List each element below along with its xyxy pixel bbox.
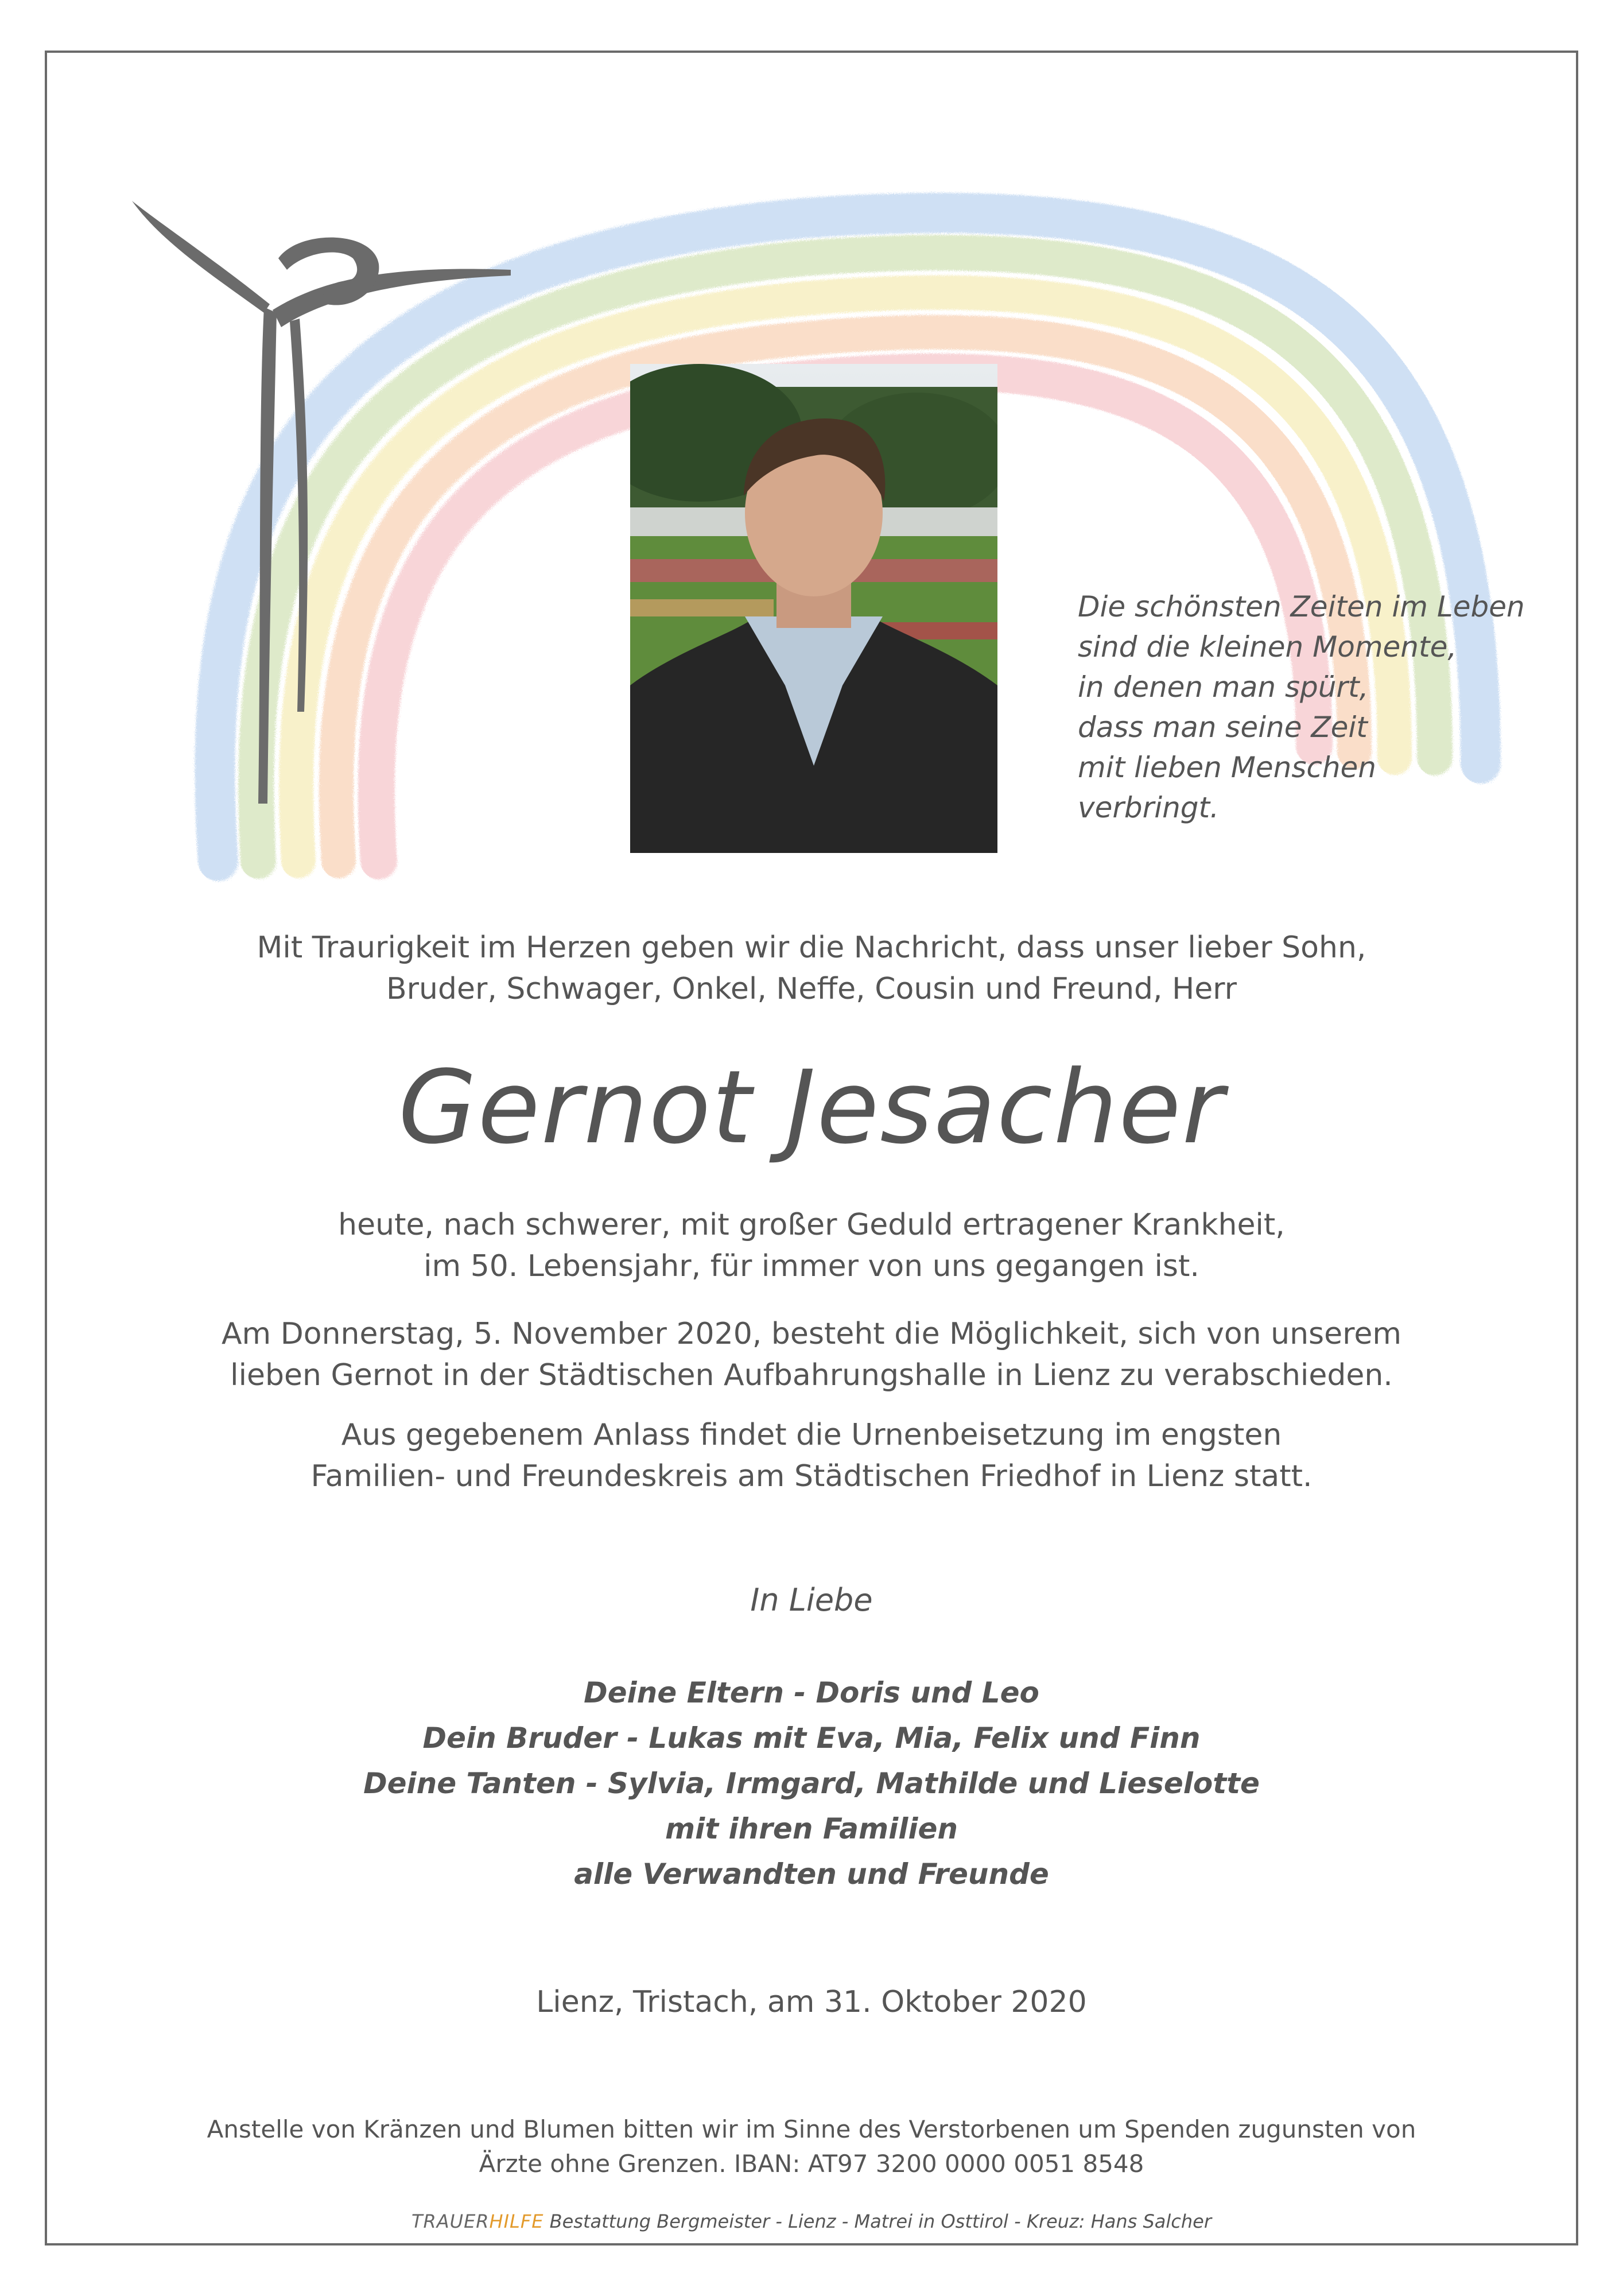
cross-logo	[126, 195, 528, 827]
quote-line: verbringt.	[1078, 791, 1220, 824]
quote-line: dass man seine Zeit	[1078, 711, 1368, 744]
family-line: alle Verwandten und Freunde	[574, 1857, 1049, 1891]
paragraph-line: lieben Gernot in der Städtischen Aufbahrungshalle in Lienz zu verabschieden.	[230, 1358, 1393, 1393]
paragraph-line: im 50. Lebensjahr, für immer von uns gegangen ist.	[424, 1249, 1199, 1283]
family-list	[57, 1670, 1566, 1897]
quote	[1078, 587, 1537, 828]
intro-line: Bruder, Schwager, Onkel, Neffe, Cousin und Freund, Herr	[386, 972, 1237, 1006]
paragraph-line: Aus gegebenem Anlass findet die Urnenbeisetzung im engsten	[341, 1418, 1282, 1452]
family-line: Deine Eltern - Doris und Leo	[584, 1676, 1039, 1709]
deceased-name: Gernot Jesacher	[398, 1049, 1225, 1166]
in-liebe: In Liebe	[750, 1582, 873, 1618]
paragraph-burial	[57, 1414, 1566, 1497]
quote-line: in denen man spürt,	[1078, 670, 1369, 704]
quote-line: Die schönsten Zeiten im Leben	[1078, 590, 1525, 623]
brand-trauer: TRAUER	[411, 2210, 490, 2232]
donation-line: Ärzte ohne Grenzen. IBAN: AT97 3200 0000 0051 8548	[479, 2150, 1144, 2178]
family-line: Deine Tanten - Sylvia, Irmgard, Mathilde und Lieselotte	[363, 1767, 1260, 1800]
footer-text: Bestattung Bergmeister - Lienz - Matrei in Osttirol - Kreuz: Hans Salcher	[543, 2210, 1212, 2232]
paragraph-farewell	[57, 1313, 1566, 1396]
portrait-photo	[630, 364, 997, 853]
paragraph-line: heute, nach schwerer, mit großer Geduld ertragener Krankheit,	[338, 1208, 1285, 1242]
announcement-intro	[57, 927, 1566, 1010]
paragraph-line: Familien- und Freundeskreis am Städtischen Friedhof in Lienz statt.	[310, 1459, 1313, 1494]
place-date: Lienz, Tristach, am 31. Oktober 2020	[536, 1985, 1087, 2019]
quote-line: mit lieben Menschen	[1078, 751, 1376, 784]
family-line: mit ihren Familien	[665, 1812, 958, 1845]
quote-line: sind die kleinen Momente,	[1078, 630, 1457, 664]
intro-line: Mit Traurigkeit im Herzen geben wir die Nachricht, dass unser lieber Sohn,	[257, 930, 1366, 965]
family-line: Dein Bruder - Lukas mit Eva, Mia, Felix und Finn	[422, 1721, 1201, 1755]
donation-line: Anstelle von Kränzen und Blumen bitten wir im Sinne des Verstorbenen um Spenden zugunsten von	[207, 2115, 1416, 2143]
paragraph-passing	[57, 1204, 1566, 1287]
paragraph-line: Am Donnerstag, 5. November 2020, besteht die Möglichkeit, sich von unserem	[221, 1317, 1402, 1351]
donation-note	[57, 2112, 1566, 2181]
brand-hilfe: HILFE	[489, 2210, 544, 2232]
footer	[57, 2209, 1566, 2234]
